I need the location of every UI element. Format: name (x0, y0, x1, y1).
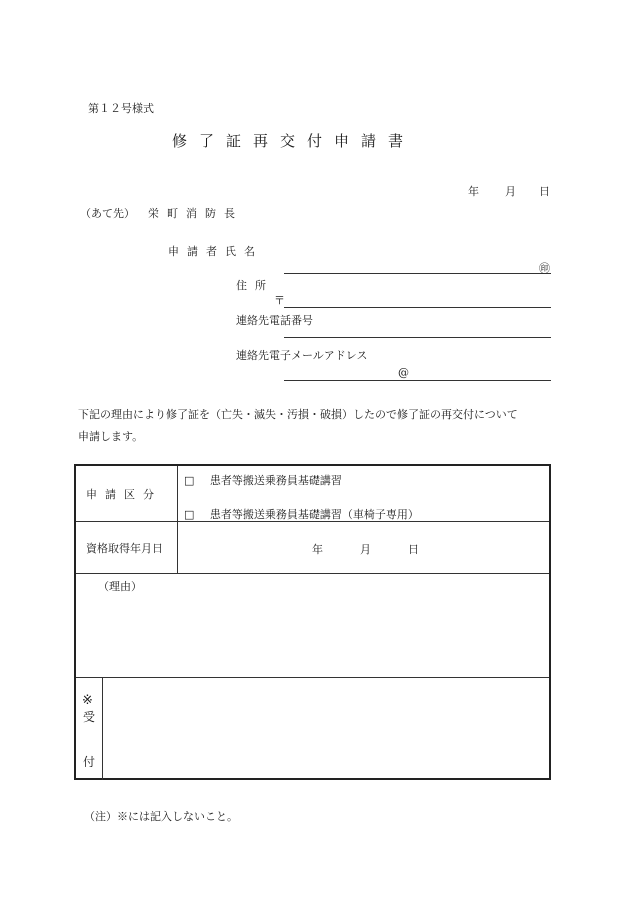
category-option-2[interactable] (184, 506, 419, 522)
phone-label: 連絡先電話番号 (236, 314, 313, 327)
email-label: 連絡先電子メールアドレス (236, 349, 368, 362)
page-title: 修了証再交付申請書 (172, 132, 416, 150)
qualification-date-label: 資格取得年月日 (86, 542, 163, 555)
date-year-label: 年 (468, 185, 479, 198)
date-month-label: 月 (505, 185, 516, 198)
reception-mark: ※ (82, 693, 93, 708)
application-table (74, 464, 551, 780)
seal-mark: ㊞ (539, 262, 550, 275)
checkbox-icon[interactable]: □ (184, 508, 195, 521)
qualification-date-day: 日 (408, 543, 419, 556)
postal-mark: 〒 (274, 294, 285, 307)
qualification-date-year: 年 (312, 543, 323, 556)
reason-field[interactable] (76, 574, 549, 676)
category-option-1[interactable] (184, 472, 342, 488)
form-number: 第１２号様式 (88, 102, 154, 115)
name-field-line[interactable] (284, 273, 551, 274)
col-divider-reception (102, 677, 103, 780)
checkbox-icon[interactable]: □ (184, 474, 195, 487)
category-option-label: 患者等搬送乗務員基礎講習（車椅子専用） (209, 508, 419, 521)
reason-label: （理由） (98, 580, 142, 593)
statement-line-2: 申請します。 (78, 430, 144, 443)
email-field-line[interactable] (284, 380, 551, 381)
statement-line-1: 下記の理由により修了証を（亡失・滅失・汚損・破損）したので修了証の再交付について (78, 408, 518, 421)
address-field-line[interactable] (284, 307, 551, 308)
category-label: 申請区分 (86, 488, 162, 501)
addressee-prefix: （あて先） (80, 207, 135, 220)
address-label: 住所 (236, 279, 274, 292)
qualification-date-month: 月 (360, 543, 371, 556)
phone-field-line[interactable] (284, 337, 551, 338)
date-day-label: 日 (539, 185, 550, 198)
email-at-mark: @ (398, 366, 409, 379)
addressee-name: 栄町消防長 (148, 207, 243, 220)
reception-char-1: 受 (83, 710, 96, 724)
reception-char-2: 付 (83, 755, 96, 769)
row-divider-3 (76, 677, 549, 678)
applicant-name-label: 申請者氏名 (168, 245, 263, 258)
col-divider-top (177, 466, 178, 573)
category-option-label: 患者等搬送乗務員基礎講習 (209, 474, 342, 487)
footnote: （注）※には記入しないこと。 (84, 810, 238, 823)
